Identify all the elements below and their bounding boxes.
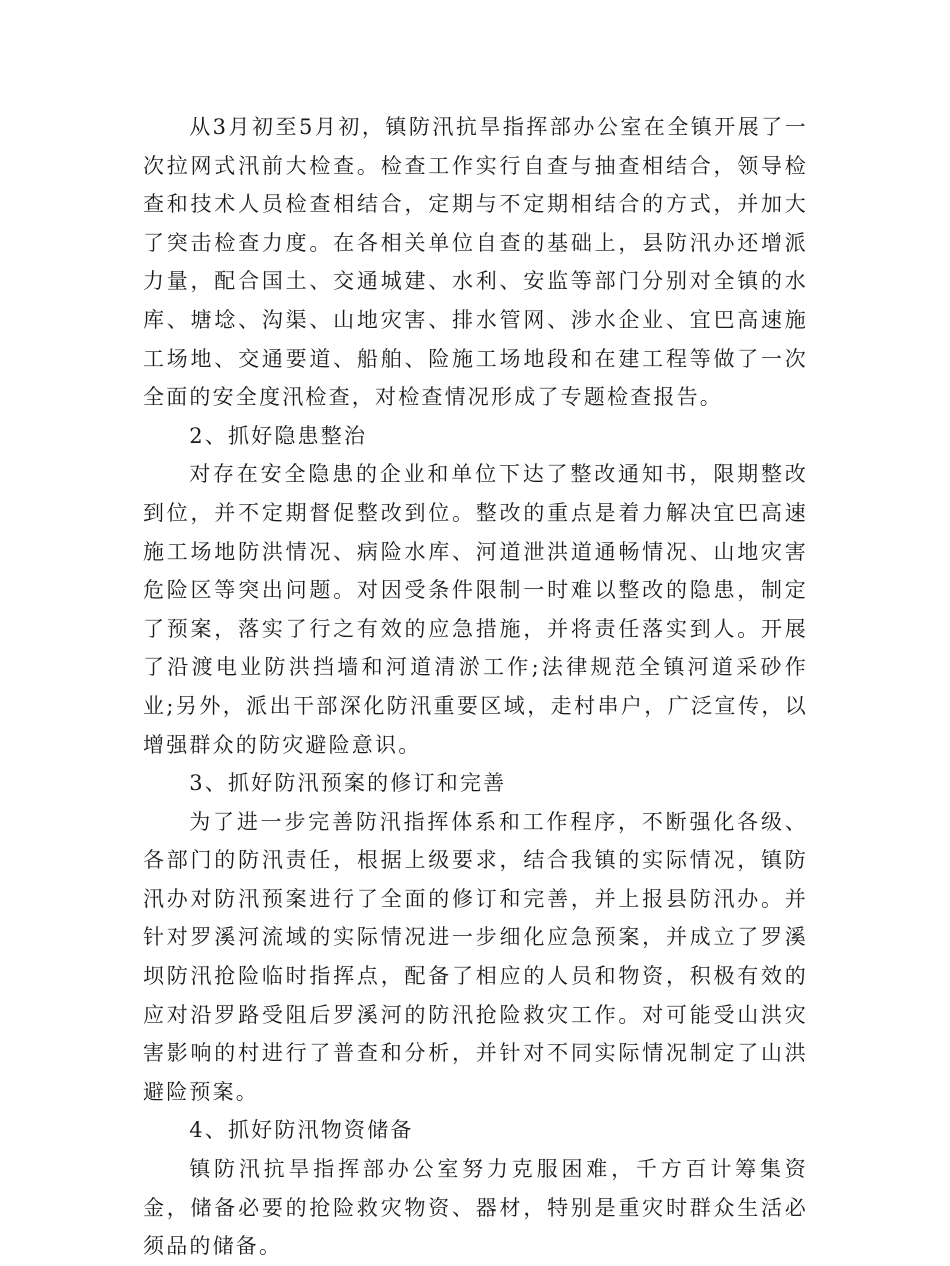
section-heading-hazard-rectification: 2、抓好隐患整治 xyxy=(189,423,368,448)
paragraph-inspection: 从3月初至5月初，镇防汛抗旱指挥部办公室在全镇开展了一次拉网式汛前大检查。检查工作实行自查与抽查相结合，领导检查和技术人员检查相结合，定期与不定期相结合的方式，并加大了突击检查力度。在各相关单位自查的基础上，县防汛办还增派力量，配合国土、交通城建、水利、安监等部门分别对全镇的水库、塘埝、沟渠、山地灾害、排水管网、涉水企业、宜巴高速施工场地、交通要道、船舶、险施工场地段和在建工程等做了一次全面的安全度汛检查，对检查情况形成了专题检查报告。 xyxy=(143,115,808,410)
paragraph-plan-revision: 为了进一步完善防汛指挥体系和工作程序，不断强化各级、各部门的防汛责任，根据上级要求，结合我镇的实际情况，镇防汛办对防汛预案进行了全面的修订和完善，并上报县防汛办。并针对罗溪河流域的实际情况进一步细化应急预案，并成立了罗溪坝防汛抢险临时指挥点，配备了相应的人员和物资，积极有效的应对沿罗路受阻后罗溪河的防汛抢险救灾工作。对可能受山洪灾害影响的村进行了普查和分析，并针对不同实际情况制定了山洪避险预案。 xyxy=(143,809,808,1104)
section-heading-material-reserve: 4、抓好防汛物资储备 xyxy=(189,1118,414,1143)
section-heading-plan-revision: 3、抓好防汛预案的修订和完善 xyxy=(189,771,507,796)
paragraph-hazard-rectification: 对存在安全隐患的企业和单位下达了整改通知书，限期整改到位，并不定期督促整改到位。整改的重点是着力解决宜巴高速施工场地防洪情况、病险水库、河道泄洪道通畅情况、山地灾害危险区等突出问题。对因受条件限制一时难以整改的隐患，制定了预案，落实了行之有效的应急措施，并将责任落实到人。开展了沿渡电业防洪挡墙和河道清淤工作;法律规范全镇河道采砂作业;另外，派出干部深化防汛重要区域，走村串户，广泛宣传，以增强群众的防灾避险意识。 xyxy=(143,462,808,757)
document-body xyxy=(143,108,808,1266)
paragraph-material-reserve: 镇防汛抗旱指挥部办公室努力克服困难，千方百计筹集资金，储备必要的抢险救灾物资、器材，特别是重灾时群众生活必须品的储备。 xyxy=(143,1157,808,1259)
